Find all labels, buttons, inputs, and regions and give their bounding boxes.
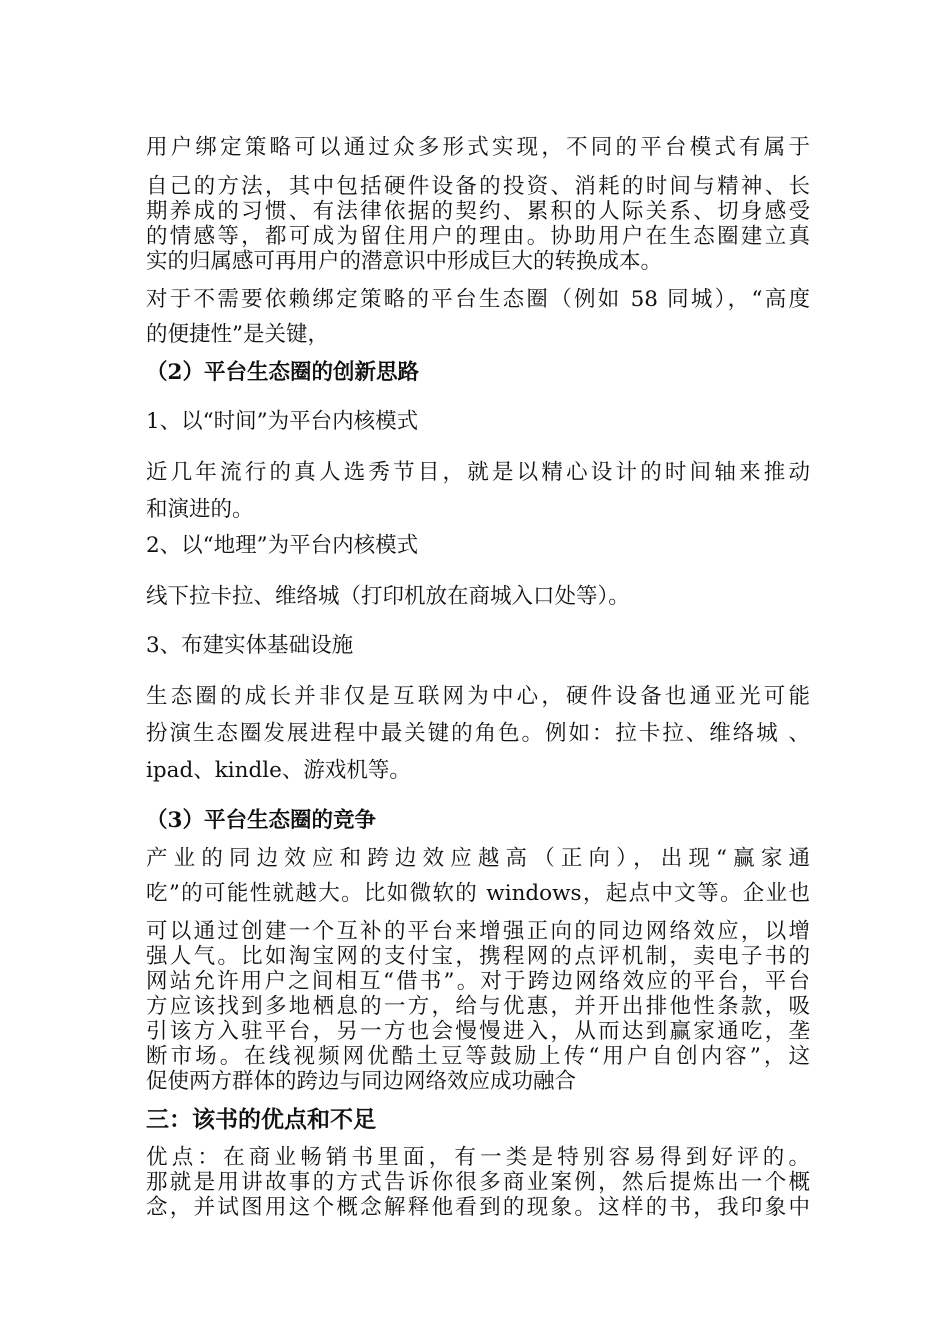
text-line: 方应该找到多地栖息的一方，给与优惠，并开出排他性条款，吸	[146, 994, 810, 1019]
chapter-heading: 三：该书的优点和不足	[146, 1106, 376, 1133]
text-line: 实的归属感可再用户的潜意识中形成巨大的转换成本。	[146, 249, 663, 274]
text-line: 念，并试图用这个概念解释他看到的现象。这样的书，我印象中	[146, 1195, 810, 1220]
subsection-heading: 1、以“时间”为平台内核模式	[146, 409, 419, 434]
text-line: 产业的同边效应和跨边效应越高（正向），出现“赢家通	[146, 846, 810, 871]
text-line: 近几年流行的真人选秀节目，就是以精心设计的时间轴来推动	[146, 460, 810, 485]
text-line: 对于不需要依赖绑定策略的平台生态圈（例如 58 同城），“高度	[146, 287, 810, 312]
text-line: 和演进的。	[146, 497, 254, 522]
text-line: 自己的方法，其中包括硬件设备的投资、消耗的时间与精神、长	[146, 174, 810, 199]
text-line: 断市场。在线视频网优酷土豆等鼓励上传“用户自创内容”，这	[146, 1044, 810, 1069]
text-line: 扮演生态圈发展进程中最关键的角色。例如：拉卡拉、维络城 、	[146, 721, 810, 746]
text-line: 的便捷性”是关键，	[146, 322, 329, 347]
subsection-heading: 3、布建实体基础设施	[146, 633, 354, 658]
text-line: 那就是用讲故事的方式告诉你很多商业案例，然后提炼出一个概	[146, 1170, 810, 1195]
section-heading: （3）平台生态圈的竞争	[146, 808, 376, 833]
text-line: 可以通过创建一个互补的平台来增强正向的同边网络效应，以增	[146, 919, 810, 944]
text-line: 吃”的可能性就越大。比如微软的 windows，起点中文等。企业也	[146, 881, 810, 906]
subsection-heading: 2、以“地理”为平台内核模式	[146, 533, 419, 558]
section-heading: （2）平台生态圈的创新思路	[146, 360, 419, 385]
text-line: 用户绑定策略可以通过众多形式实现，不同的平台模式有属于	[146, 135, 810, 160]
text-line: 线下拉卡拉、维络城（打印机放在商城入口处等）。	[146, 584, 630, 609]
text-line: 强人气。比如淘宝网的支付宝，携程网的点评机制，卖电子书的	[146, 944, 810, 969]
text-line: 优点：在商业畅销书里面，有一类是特别容易得到好评的。	[146, 1145, 810, 1170]
text-line: ipad、kindle、游戏机等。	[146, 758, 411, 783]
text-line: 生态圈的成长并非仅是互联网为中心，硬件设备也通亚光可能	[146, 684, 810, 709]
text-line: 的情感等，都可成为留住用户的理由。协助用户在生态圈建立真	[146, 224, 810, 249]
text-line: 促使两方群体的跨边与同边网络效应成功融合	[146, 1069, 577, 1094]
text-line: 网站允许用户之间相互“借书”。对于跨边网络效应的平台，平台	[146, 969, 810, 994]
text-line: 期养成的习惯、有法律依据的契约、累积的人际关系、切身感受	[146, 199, 810, 224]
text-line: 引该方入驻平台，另一方也会慢慢进入，从而达到赢家通吃，垄	[146, 1019, 810, 1044]
